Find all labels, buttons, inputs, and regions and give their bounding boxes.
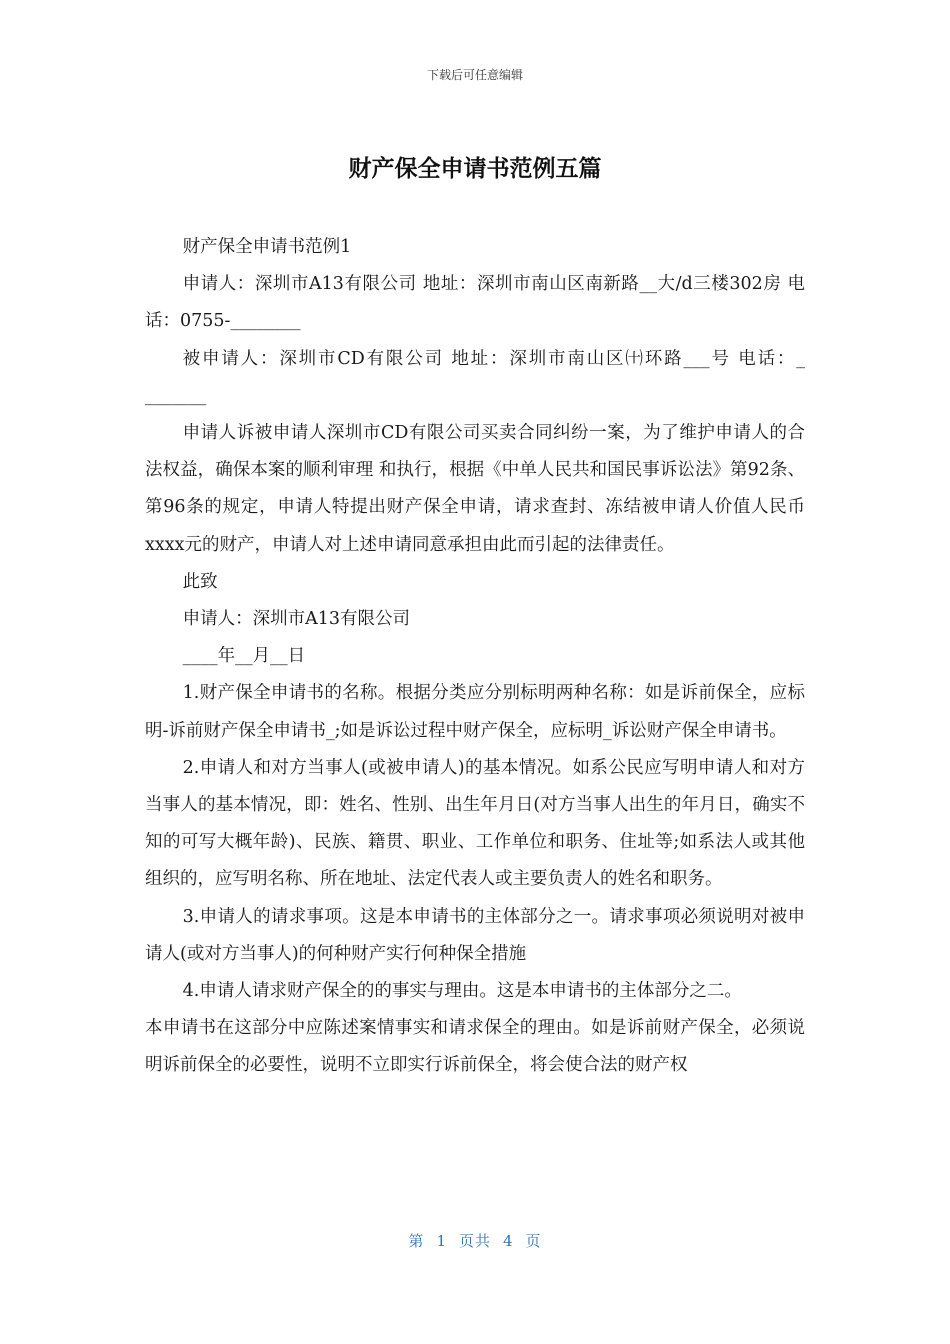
signature-date: ____年__月__日: [182, 646, 306, 667]
header-note: 下载后可任意编辑: [426, 68, 523, 82]
applicant-info: 申请人：深圳市A13有限公司 地址：深圳市南山区南新路__大/d三楼302房 电话：0755-________: [145, 274, 805, 332]
footer-label-ye-gong: 页共: [458, 1232, 491, 1250]
document-body: [145, 229, 805, 1085]
respondent-info: 被申请人：深圳市CD有限公司 地址：深圳市南山区㈩环路___号 电话：_ _______: [145, 348, 805, 406]
salutation: 此致: [182, 571, 218, 592]
page-footer: [0, 1230, 950, 1251]
signature-applicant: 申请人：深圳市A13有限公司: [182, 609, 411, 630]
application-body: 申请人诉被申请人深圳市CD有限公司买卖合同纠纷一案，为了维护申请人的合法权益，确保本案的顺利审理 和执行，根据《中单人民共和国民事诉讼法》第92条、第96条的规定，申请人特提出财产保全申请，请求查封、冻结被申请人价值人民币xxxx元的财产，申请人对上述申请同意承担由此而引起的法律责任。: [145, 423, 805, 555]
footer-page-number: 1: [436, 1232, 447, 1250]
document-title: 财产保全申请书范例五篇: [348, 156, 602, 182]
note-item-4-continued: 本申请书在这部分中应陈述案情事实和请求保全的理由。如是诉前财产保全，必须说明诉前保全的必要性，说明不立即实行诉前保全，将会使合法的财产权: [145, 1018, 805, 1076]
note-item-2: 2.申请人和对方当事人(或被申请人)的基本情况。如系公民应写明申请人和对方当事人的基本情况，即：姓名、性别、出生年月日(对方当事人出生的年月日，确实不知的可写大概年龄)、民族、籍贯、职业、工作单位和职务、住址等;如系法人或其他组织的，应写明名称、所在地址、法定代表人或主要负责人的姓名和职务。: [145, 757, 805, 890]
note-item-1: 1.财产保全申请书的名称。根据分类应分别标明两种名称：如是诉前保全，应标明-诉前财产保全申请书_;如是诉讼过程中财产保全，应标明_诉讼财产保全申请书。: [145, 683, 805, 741]
note-item-3: 3.申请人的请求事项。这是本申请书的主体部分之一。请求事项必须说明对被申请人(或对方当事人)的何种财产实行何种保全措施: [145, 906, 805, 964]
footer-label-di: 第: [408, 1232, 425, 1250]
section-heading: 财产保全申请书范例1: [182, 237, 352, 257]
note-item-4: 4.申请人请求财产保全的的事实与理由。这是本申请书的主体部分之二。: [182, 981, 742, 1002]
footer-total-pages: 4: [503, 1232, 514, 1250]
footer-label-ye: 页: [525, 1232, 542, 1250]
